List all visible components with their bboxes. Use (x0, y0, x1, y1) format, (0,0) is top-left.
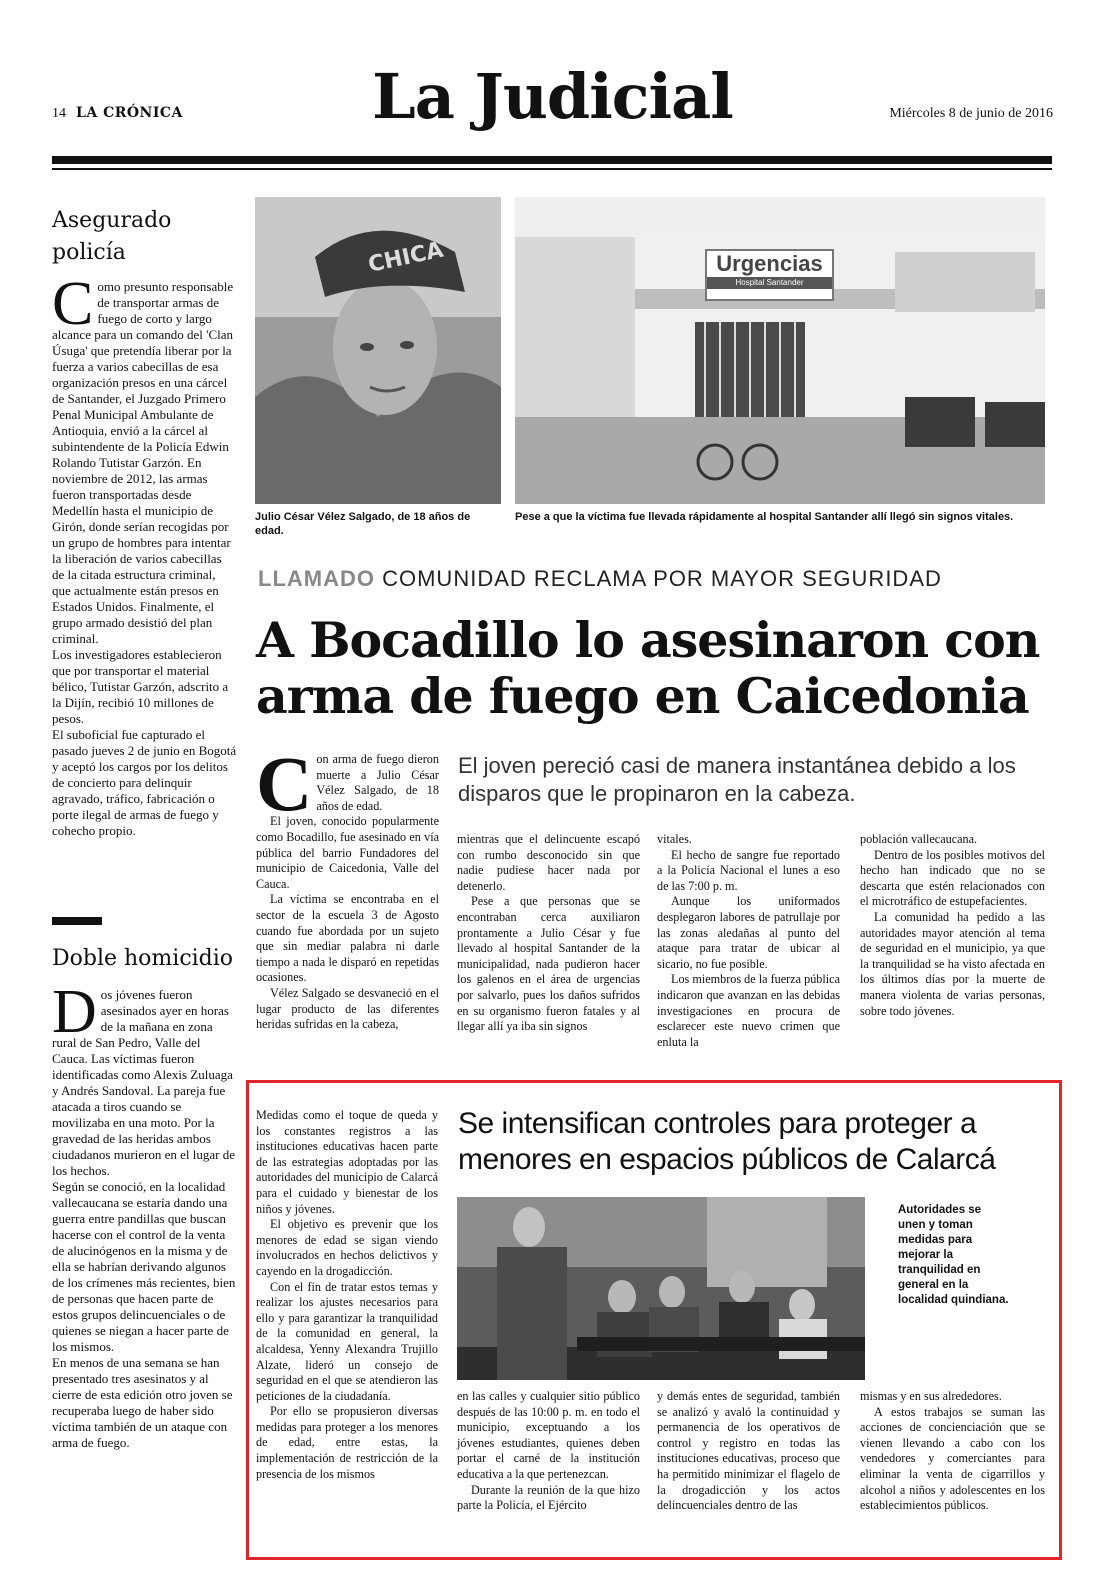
main-story-column-1: Con arma de fuego dieron muerte a Julio César Vélez Salgado, de 18 años de edad. El joven, conocido popularmente como Bocadillo, fue asesinado en vía pública del barrio Fundadores del municipio de Caicedonia, Valle del Cauca. La víctima se encontraba en el sector de la escuela 3 de Agosto cuando fue abordada por un sujeto que sin mediar palabra ni darle tiempo a nada le disparó en repetidas ocasiones. Vélez Salgado se desvaneció en el lugar producto de las diferentes heridas sufridas en la cabeza, (256, 740, 439, 1032)
issue-date: Miércoles 8 de junio de 2016 (889, 106, 1053, 121)
boxed-story-column-1: Medidas como el toque de queda y los constantes registros a las instituciones educativas hacen parte de las estrategias adoptadas por las autoridades del municipio de Calarcá para el cuidado y bienestar de los niños y jóvenes. El objetivo es prevenir que los menores de edad se sigan viendo involucrados en hechos delictivos y cayendo en la drogadicción. Con el fin de tratar estos temas y realizar los ajustes necesarios para ello y para garantizar la tranquilidad de la comunidad en general, la alcaldesa, Yenny Alexandra Trujillo Alzate, lideró un consejo de seguridad en el que se atendieron las peticiones de la ciudadanía. Por ello se propusieron diversas medidas para proteger a los menores de edad, entre estas, la implementación de restricción de la presencia de los mismos (256, 1108, 438, 1481)
svg-text:CHICA: CHICA (366, 237, 446, 278)
sidebar-story-body: Como presunto responsable de transportar armas de fuego de corto y largo alcance para un comando del 'Clan Úsuga' que pretendía liberar por la fuerza a varios cabecillas de esa organización presos en una cárcel de Santander, el Juzgado Primero Penal Municipal Ambulante de Antioquia, envió a la cárcel al subintendente de la Policía Edwin Rolando Tutistar Garzón. En noviembre de 2012, las armas fueron transportadas desde Medellín hasta el municipio de Girón, donde serían recogidas por un grupo de hombres para intentar la liberación de varios cabecillas de la citada estructura criminal, que actualmente están presos en Estados Unidos. Finalmente, el grupo armado desistió del plan criminal. Los investigadores establecieron que por transportar el material bélico, Tutistar Garzón, adscrito a la Dijín, recibió 10 millones de pesos. El suboficial fue capturado el pasado jueves 2 de junio en Bogotá y aceptó los cargos por los delitos de concierto para delinquir agravado, tráfico, fabricación o porte ilegal de armas de fuego y cohecho propio. (52, 270, 237, 838)
sidebar-story-title: Asegurado policía (52, 208, 172, 265)
header-rule-thin (52, 168, 1052, 170)
boxed-story-column-3: y demás entes de seguridad, también se analizó y avaló la continuidad y permanencia de los operativos de control y registro en todas las instituciones educativas, proceso que ha permitido minimizar el flagelo de la drogadicción y los actos delincuenciales dentro de las (657, 1389, 840, 1513)
victim-photo-caption: Julio César Vélez Salgado, de 18 años de edad. (255, 511, 471, 537)
security-meeting-photo (457, 1197, 865, 1380)
security-meeting-caption: Autoridades se unen y toman medidas para mejorar la tranquilidad en general en la localidad quindiana. (898, 1204, 1009, 1306)
meeting-image (457, 1197, 865, 1380)
main-story-column-2: mientras que el delincuente escapó con rumbo desconocido sin que nadie pudiese hacer nada por detenerlo. Pese a que personas que se encontraban cerca auxiliaron prontamente a Julio César y fue llevado al hospital Santander de la municipalidad, nada pudieron hacer los galenos en el área de urgencias por salvarlo, pues los daños sufridos en su organismo fueron fatales y al llegar allí ya iba sin signos (457, 832, 640, 1034)
boxed-story-column-2: en las calles y cualquier sitio público después de las 10:00 p. m. en todo el municipio, exceptuando a los jóvenes estudiantes, quienes deben portar el carné de la institución educativa a la que pertenezcan. Durante la reunión de la que hizo parte la Policía, el Ejército (457, 1389, 640, 1513)
boxed-story-column-4: mismas y en sus alrededores. A estos trabajos se suman las acciones de concienciación que se vienen llevando a cabo con los vendedores y comerciantes para eliminar la venta de cigarrillos y alcohol a niños y adolescentes en los establecimientos públicos. (860, 1389, 1045, 1513)
page-number: 14 (52, 106, 66, 121)
sidebar-story-police (52, 205, 237, 839)
story-kicker (258, 566, 942, 592)
section-title: La Judicial (372, 60, 733, 133)
kicker-text: COMUNIDAD RECLAMA POR MAYOR SEGURIDAD (382, 566, 942, 591)
header-rule-thick (52, 156, 1052, 164)
main-story-column-4: población vallecaucana. Dentro de los posibles motivos del hecho han indicado que no se descarta que estén relacionados con el microtráfico de estupefacientes. La comunidad ha pedido a las autoridades mayor atención al tema de seguridad en el municipio, ya que la tranquilidad se ha visto afectada en los últimos días por la muerte de manera violenta de varias personas, sobre todo jóvenes. (860, 832, 1045, 1018)
sidebar-divider (52, 917, 102, 925)
hospital-photo-caption: Pese a que la víctima fue llevada rápidamente al hospital Santander allí llegó sin signos vitales. (515, 511, 1014, 523)
hospital-photo (515, 197, 1045, 504)
sidebar-story-title: Doble homicidio (52, 946, 234, 971)
boxed-story-headline: Se intensifican controles para proteger a menores en espacios públicos de Calarcá (458, 1107, 996, 1176)
main-deck: El joven pereció casi de manera instantánea debido a los disparos que le propinaron en la cabeza. (458, 753, 1016, 806)
dropcap: C (52, 270, 94, 338)
victim-photo (255, 197, 501, 504)
newspaper-brand: LA CRÓNICA (76, 105, 183, 121)
hospital-image (515, 197, 1045, 504)
victim-portrait-image (255, 197, 501, 504)
urgencias-sign: Urgencias Hospital Santander (705, 249, 834, 301)
dropcap: D (52, 978, 97, 1046)
main-headline: A Bocadillo lo asesinaron con arma de fuego en Caicedonia (256, 611, 1040, 725)
sidebar-story-body: Dos jóvenes fueron asesinados ayer en horas de la mañana en zona rural de San Pedro, Valle del Cauca. Las víctimas fueron identificadas como Alexis Zuluaga y Andrés Sandoval. La pareja fue atacada a tiros cuando se movilizaba en una moto. Por la gravedad de las heridas ambos ciudadanos murieron en el lugar de los hechos. Según se conoció, en la localidad vallecaucana se estaría dando una guerra entre pandillas que buscan hacerse con el control de la venta de alucinógenos en la misma y de ella se habrían derivando algunos de los crímenes más recientes, bien de personas que hacen parte de estos grupos delincuenciales o de quienes se niegan a hacer parte de los mismos. En menos de una semana se han presentado tres asesinatos y al cierre de esta edición otro joven se recuperaba luego de haber sido víctima también de un ataque con arma de fuego. (52, 978, 236, 1450)
kicker-label: LLAMADO (258, 566, 375, 591)
main-story-column-3: vitales. El hecho de sangre fue reportado a la Policía Nacional el lunes a eso de las 7:00 p. m. Aunque los uniformados desplegaron labores de patrullaje por las zonas aledañas al punto del ataque para tratar de ubicar al sicario, no fue posible. Los miembros de la fuerza pública indicaron que avanzan en las debidas investigaciones en procura de esclarecer este nuevo crimen que enluta la (657, 832, 840, 1049)
dropcap: C (256, 740, 313, 827)
sidebar-story-homicide (52, 943, 237, 1451)
